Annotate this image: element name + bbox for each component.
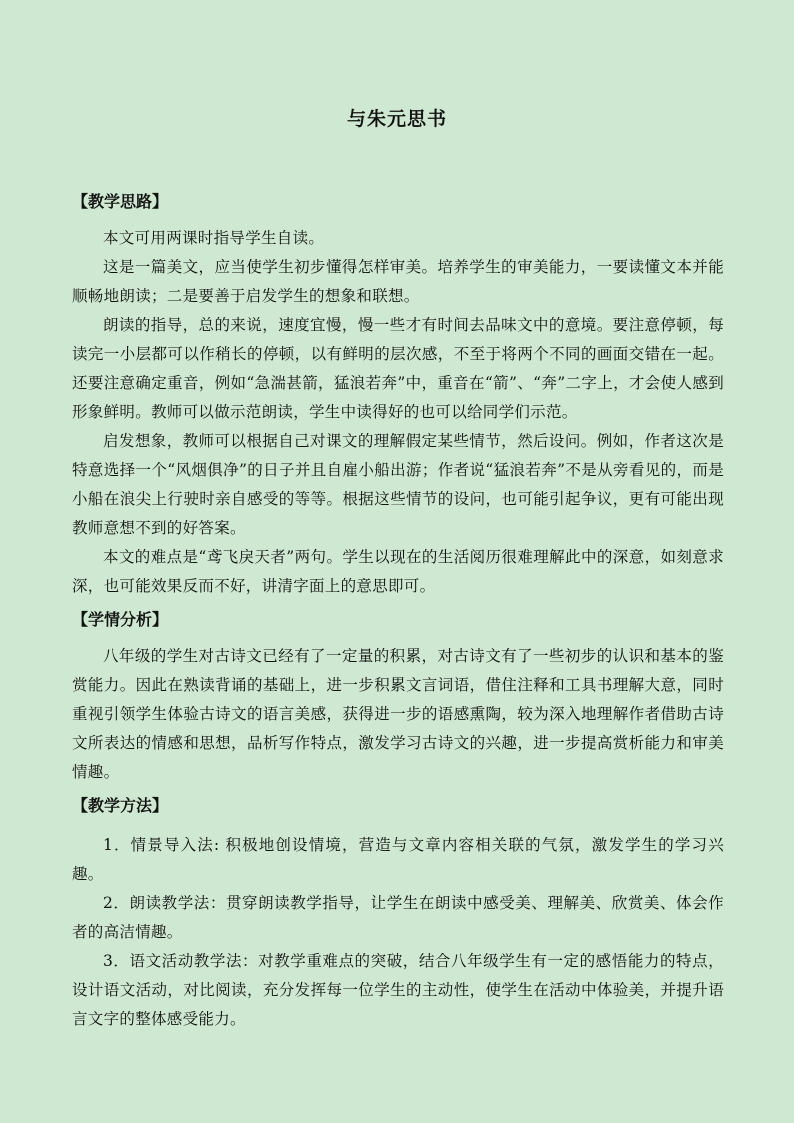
section-teaching-methods bbox=[72, 790, 724, 1034]
section-heading: 【教学思路】 bbox=[72, 192, 169, 211]
paragraph: 朗读的指导，总的来说，速度宜慢，慢一些才有时间去品味文中的意境。要注意停顿，每读完一小层都可以作稍长的停顿，以有鲜明的层次感，不至于将两个不同的画面交错在一起。还要注意确定重音，例如“急湍甚箭，猛浪若奔”中，重音在“箭”、“奔”二字上，才会使人感到形象鲜明。教师可以做示范朗读，学生中读得好的也可以给同学们示范。 bbox=[72, 316, 724, 421]
paragraph: 八年级的学生对古诗文已经有了一定量的积累，对古诗文有了一些初步的认识和基本的鉴赏能力。因此在熟读背诵的基础上，进一步积累文言词语，借住注释和工具书理解大意，同时重视引领学生体验古诗文的语言美感，获得进一步的语感熏陶，较为深入地理解作者借助古诗文所表达的情感和思想，品析写作特点，激发学习古诗文的兴趣，进一步提高赏析能力和审美情趣。 bbox=[72, 647, 724, 781]
list-item: 3．语文活动教学法：对教学重难点的突破，结合八年级学生有一定的感悟能力的特点，设计语文活动，对比阅读，充分发挥每一位学生的主动性，使学生在活动中体验美，并提升语言文字的整体感受能力。 bbox=[72, 952, 724, 1028]
paragraph: 本文的难点是“鸢飞戾天者”两句。学生以现在的生活阅历很难理解此中的深意，如刻意求深，也可能效果反而不好，讲清字面上的意思即可。 bbox=[72, 548, 724, 595]
paragraph: 本文可用两课时指导学生自读。 bbox=[103, 229, 325, 247]
document-title: 与朱元思书 bbox=[346, 108, 447, 130]
section-heading: 【学情分析】 bbox=[72, 610, 169, 629]
paragraph: 启发想象，教师可以根据自己对课文的理解假定某些情节，然后设问。例如，作者这次是特意选择一个“风烟俱净”的日子并且自雇小船出游；作者说“猛浪若奔”不是从旁看见的，而是小船在浪尖上行驶时亲自感受的等等。根据这些情节的设问，也可能引起争议，更有可能出现教师意想不到的好答案。 bbox=[72, 432, 724, 537]
section-teaching-approach bbox=[72, 186, 724, 601]
paragraph: 这是一篇美文，应当使学生初步懂得怎样审美。培养学生的审美能力，一要读懂文本并能顺畅地朗读；二是要善于启发学生的想象和联想。 bbox=[72, 258, 724, 305]
document-body bbox=[72, 186, 724, 1037]
section-heading: 【教学方法】 bbox=[72, 796, 169, 815]
list-item: 1．情景导入法: 积极地创设情境，营造与文章内容相关联的气氛，激发学生的学习兴趣。 bbox=[72, 836, 724, 883]
section-student-analysis bbox=[72, 604, 724, 787]
list-item: 2．朗读教学法：贯穿朗读教学指导，让学生在朗读中感受美、理解美、欣赏美、体会作者的高洁情趣。 bbox=[72, 894, 724, 941]
